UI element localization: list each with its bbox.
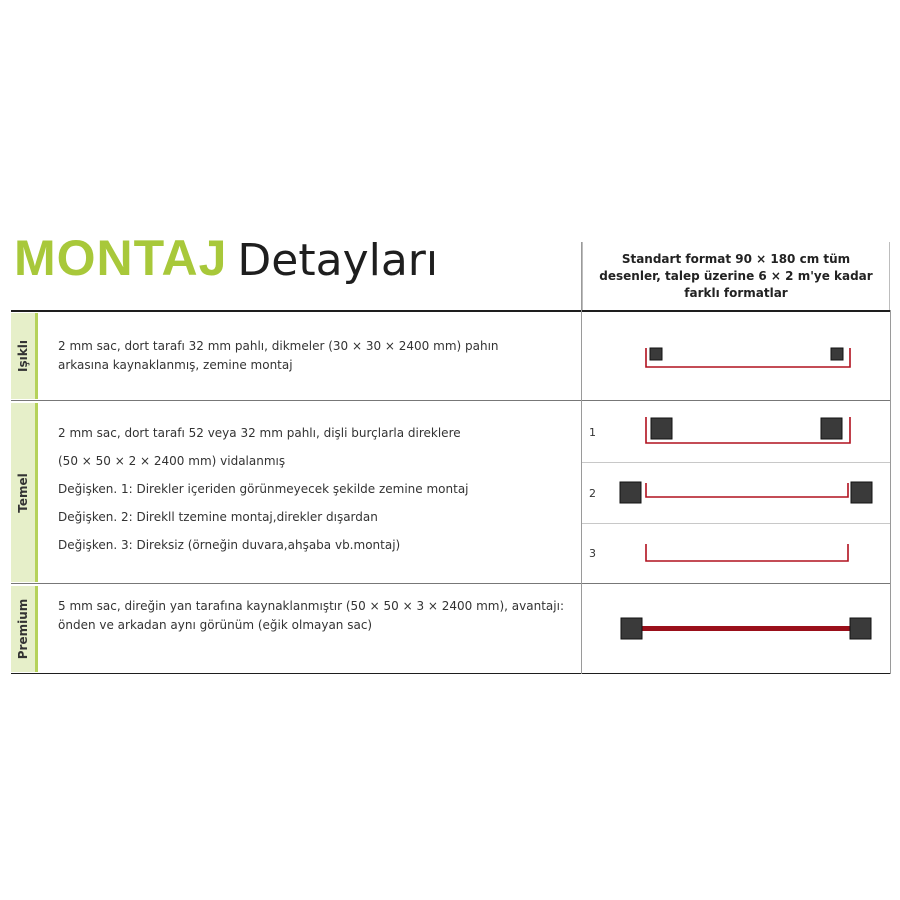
description-line: Değişken. 1: Direkler içeriden görünmeyecek şekilde zemine montaj bbox=[58, 482, 469, 496]
description-line: 5 mm sac, direğin yan tarafına kaynaklanmıştır (50 × 50 × 3 × 2400 mm), avantajı: bbox=[58, 599, 564, 613]
description-line: Değişken. 3: Direksiz (örneğin duvara,ahşaba vb.montaj) bbox=[58, 538, 401, 552]
row-tag-isikli bbox=[11, 313, 38, 399]
description-line: Değişken. 2: Direkll tzemine montaj,direkler dışardan bbox=[58, 510, 378, 524]
post-square bbox=[850, 618, 871, 639]
row-tag-premium bbox=[11, 586, 38, 672]
diagram-temel-3 bbox=[582, 524, 890, 583]
format-note: Standart format 90 × 180 cm tüm desenler, talep üzerine 6 × 2 m'ye kadar farklı formatlar bbox=[582, 242, 890, 310]
row-tag-temel bbox=[11, 403, 38, 582]
description-line: 2 mm sac, dort tarafı 52 veya 32 mm pahlı, dişli burçlarla direklere bbox=[58, 426, 461, 440]
post-square bbox=[650, 348, 662, 360]
post-square bbox=[821, 418, 842, 439]
sheet-profile bbox=[646, 544, 848, 561]
post-square bbox=[621, 618, 642, 639]
row-description-isikli bbox=[58, 337, 573, 375]
diagram-temel-2 bbox=[582, 463, 890, 523]
table-right-edge bbox=[890, 310, 891, 674]
row-tag-label: Premium bbox=[16, 598, 30, 660]
variant-number-1: 1 bbox=[589, 426, 596, 439]
description-line: (50 × 50 × 2 × 2400 mm) vidalanmış bbox=[58, 454, 286, 468]
diagram-premium bbox=[582, 584, 890, 673]
diagram-isikli bbox=[582, 311, 890, 400]
row-divider bbox=[11, 673, 890, 674]
post-square bbox=[831, 348, 843, 360]
row-tag-label: Temel bbox=[16, 472, 30, 513]
description-line: 2 mm sac, dort tarafı 32 mm pahlı, dikmeler (30 × 30 × 2400 mm) pahın bbox=[58, 339, 499, 353]
description-line: arkasına kaynaklanmış, zemine montaj bbox=[58, 358, 293, 372]
title-brand: MONTAJ bbox=[14, 230, 228, 286]
sheet-profile bbox=[646, 417, 850, 443]
variant-number-3: 3 bbox=[589, 547, 596, 560]
page-title bbox=[14, 228, 438, 291]
row-description-temel bbox=[58, 419, 573, 559]
sheet-profile bbox=[646, 348, 850, 367]
row-description-premium bbox=[58, 597, 573, 635]
post-square bbox=[651, 418, 672, 439]
sheet-bar bbox=[642, 626, 850, 631]
post-square bbox=[851, 482, 872, 503]
sheet-profile bbox=[646, 483, 848, 497]
diagram-temel-1 bbox=[582, 401, 890, 462]
row-tag-label: Işıklı bbox=[16, 340, 30, 372]
title-rest: Detayları bbox=[237, 235, 439, 286]
variant-number-2: 2 bbox=[589, 487, 596, 500]
description-line: önden ve arkadan aynı görünüm (eğik olmayan sac) bbox=[58, 618, 373, 632]
post-square bbox=[620, 482, 641, 503]
